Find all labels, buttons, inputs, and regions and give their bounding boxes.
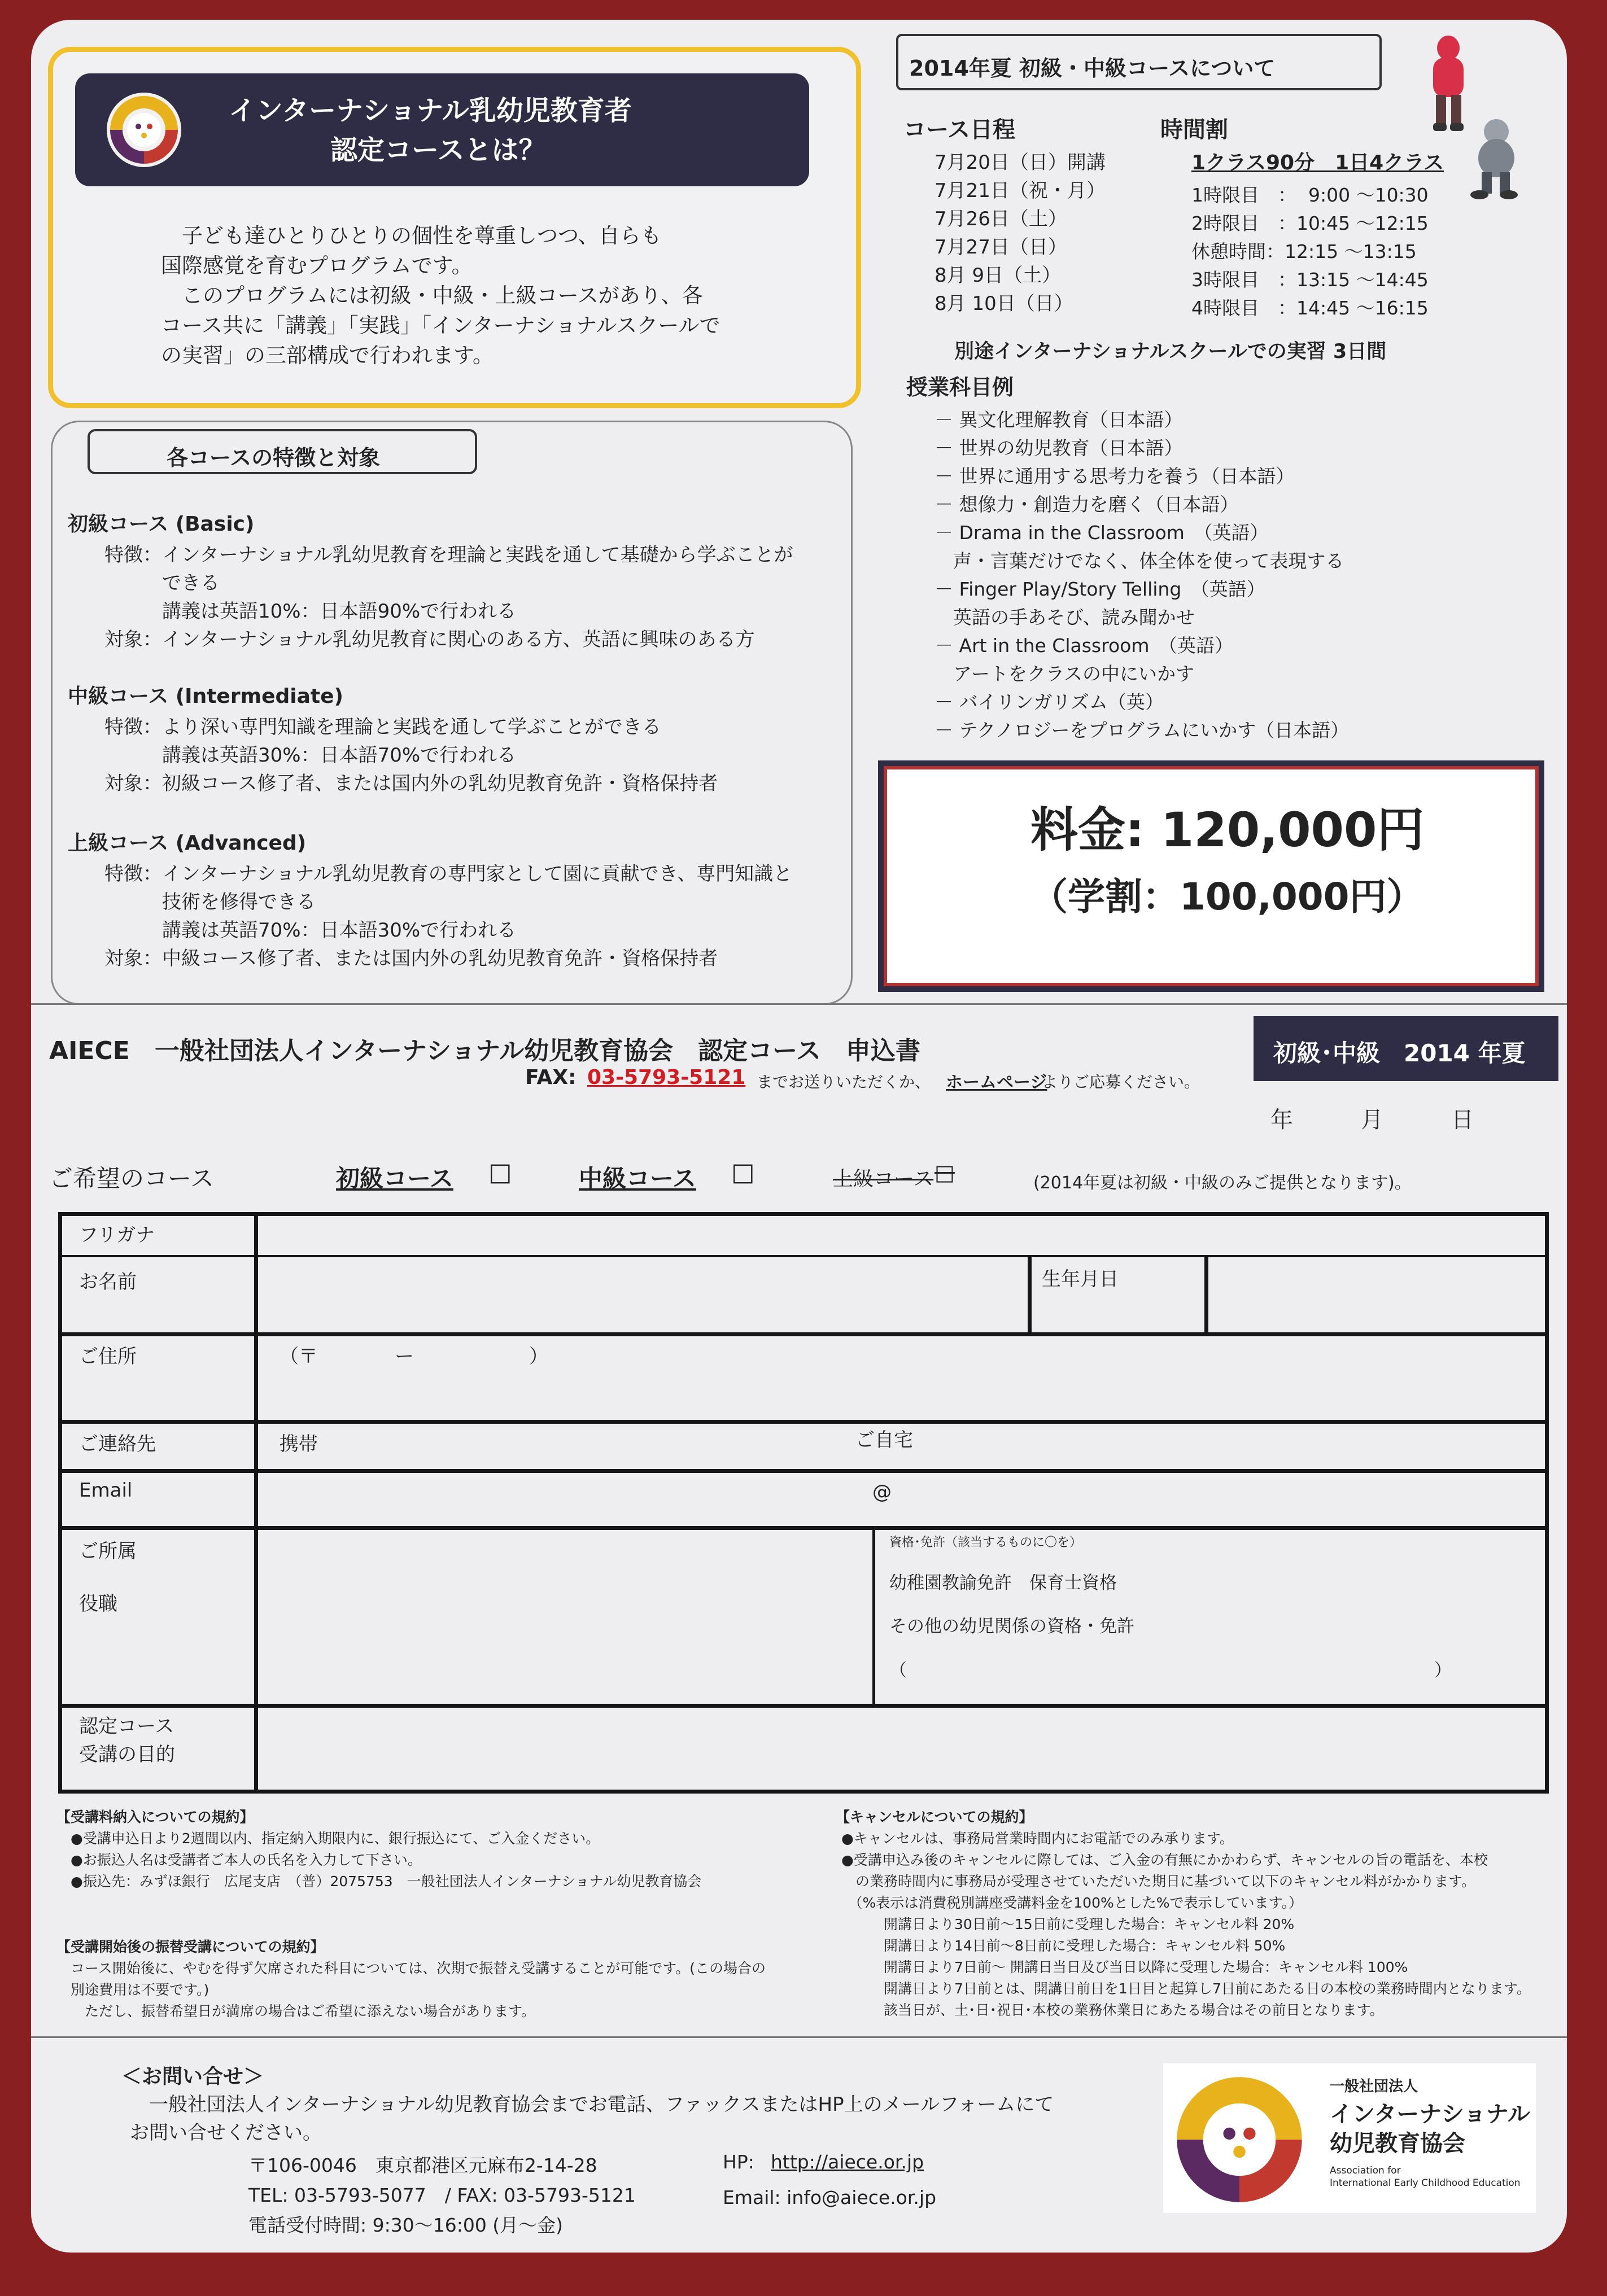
- logo-name-line2: 幼児教育協会: [1330, 2131, 1465, 2157]
- qualification-paren-close: ）: [1434, 1660, 1452, 1681]
- qualification-divider: [872, 1526, 875, 1705]
- transfer-rule-1: コース開始後に、やむを得ず欠席された科目については、次期で振替え受講することが可能です。(この場合の: [71, 1960, 766, 1976]
- subject-4: － 想像力・創造力を磨く（日本語）: [934, 493, 1239, 515]
- cancel-rule-8: 開講日より7日前とは、開講日前日を1日目と起算し7日前にあたる日の本校の業務時間内となります。: [841, 1980, 1531, 1997]
- cancel-rule-5: 開講日より30日前〜15日前に受理した場合：キャンセル料 20%: [841, 1916, 1295, 1932]
- option-intermediate-label: 中級コース: [579, 1165, 696, 1192]
- label-purpose-1: 認定コース: [79, 1715, 174, 1738]
- transfer-rule-3: ただし、振替希望日が満席の場合はご希望に添えない場合があります。: [71, 2003, 536, 2019]
- label-contact: ご連絡先: [79, 1433, 156, 1455]
- hp-label: HP:: [723, 2151, 754, 2173]
- basic-line-3: 講義は英語10%：日本語90%で行われる: [104, 600, 517, 623]
- contact-tel-fax: TEL: 03-5793-5077 / FAX: 03-5793-5121: [248, 2184, 636, 2206]
- mobile-input[interactable]: [336, 1425, 844, 1465]
- intermediate-line-1: 特徴：より深い専門知識を理論と実践を通して学ぶことができる: [104, 716, 661, 738]
- fee-price: 料金: 120,000円: [1030, 802, 1425, 858]
- cancel-rule-9: 該当日が、土･日･祝日･本校の業務休業日にあたる場合はその前日となります。: [841, 2002, 1384, 2018]
- schedule-title: コース日程: [903, 117, 1015, 143]
- option-basic-checkbox[interactable]: □: [488, 1158, 512, 1187]
- qualification-title: 資格･免許（該当するものに〇を）: [889, 1536, 1082, 1550]
- fax-number[interactable]: 03-5793-5121: [587, 1066, 746, 1089]
- fax-tail-text: よりご応募ください。: [1042, 1073, 1200, 1091]
- payment-rule-2: ●お振込人名は受講者ご本人の氏名を入力して下さい。: [71, 1852, 422, 1868]
- birthday-divider-left: [1028, 1255, 1032, 1334]
- row-rule-1: [58, 1255, 1549, 1257]
- intermediate-line-2: 講義は英語30%：日本語70%で行われる: [104, 744, 517, 767]
- footer-divider: [31, 2036, 1567, 2038]
- transfer-rule-2: 別途費用は不要です。): [71, 1982, 209, 1998]
- subject-7: － Art in the Classroom （英語）: [934, 635, 1233, 657]
- option-intermediate-checkbox[interactable]: □: [731, 1158, 755, 1187]
- course-choice-label: ご希望のコース: [49, 1165, 214, 1192]
- form-badge-text: 初級･中級 2014 年夏: [1273, 1039, 1526, 1067]
- contact-title: ＜お問い合せ＞: [121, 2065, 264, 2088]
- intro-line-2: 国際感覚を育むプログラムです。: [161, 253, 473, 278]
- cancel-rule-1: ●キャンセルは、事務局営業時間内にお電話でのみ承ります。: [841, 1830, 1234, 1847]
- date-6: 8月 10日（日）: [934, 292, 1073, 315]
- payment-rule-1: ●受講申込日より2週間以内、指定納入期限内に、銀行振込にて、ご入金ください。: [71, 1830, 600, 1847]
- contact-address: 〒106-0046 東京都港区元麻布2-14-28: [248, 2154, 597, 2176]
- subjects-title: 授業科目例: [906, 375, 1014, 400]
- subject-9: － テクノロジーをプログラムにいかす（日本語）: [934, 719, 1350, 741]
- advanced-line-3: 講義は英語70%：日本語30%で行われる: [104, 919, 517, 942]
- practicum-note: 別途インターナショナルスクールでの実習 3日間: [954, 340, 1387, 363]
- label-purpose-2: 受講の目的: [79, 1743, 175, 1766]
- intermediate-title: 中級コース (Intermediate): [68, 685, 343, 708]
- transfer-rules-title: 【受講開始後の振替受講についての規約】: [56, 1939, 325, 1955]
- intro-title-line1: インターナショナル乳幼児教育者: [229, 95, 632, 126]
- logo-small-text: 一般社団法人: [1330, 2078, 1418, 2095]
- name-input[interactable]: [263, 1259, 1025, 1331]
- email-input[interactable]: [263, 1475, 1544, 1523]
- summer-heading: 2014年夏 初級・中級コースについて: [909, 56, 1276, 81]
- advanced-line-2: 技術を修得できる: [104, 891, 316, 913]
- row-rule-5: [58, 1526, 1549, 1530]
- basic-title: 初級コース (Basic): [68, 513, 255, 536]
- label-furigana: フリガナ: [79, 1224, 155, 1247]
- contact-email[interactable]: Email: info@aiece.or.jp: [723, 2186, 937, 2208]
- row-rule-3: [58, 1420, 1549, 1424]
- intro-line-3: このプログラムには初級・中級・上級コースがあり、各: [161, 283, 703, 308]
- row-rule-2: [58, 1332, 1549, 1336]
- subject-2: － 世界の幼児教育（日本語）: [934, 437, 1183, 459]
- subject-6-desc: 英語の手あそび、読み聞かせ: [934, 606, 1195, 628]
- hp-link[interactable]: http://aiece.or.jp: [771, 2151, 924, 2173]
- basic-line-2: できる: [104, 572, 220, 594]
- homepage-link[interactable]: ホームページ: [946, 1073, 1047, 1092]
- timetable-subtitle: 1クラス90分 1日4クラス: [1191, 151, 1444, 174]
- aiece-logo-large-icon: [1169, 2069, 1310, 2210]
- label-email: Email: [79, 1479, 133, 1502]
- basic-line-4: 対象：インターナショナル乳幼児教育に関心のある方、英語に興味のある方: [104, 628, 755, 651]
- subject-6: － Finger Play/Story Telling （英語）: [934, 578, 1265, 600]
- purpose-input[interactable]: [263, 1711, 1544, 1790]
- label-name: お名前: [79, 1271, 137, 1293]
- birthday-divider-right: [1204, 1255, 1208, 1334]
- intro-line-5: の実習」の三部構成で行われます。: [161, 343, 494, 368]
- cancel-rule-4: （%表示は消費税別講座受講料金を100%とした%で表示しています。）: [841, 1895, 1303, 1911]
- basic-line-1: 特徴：インターナショナル乳幼児教育を理論と実践を通して基礎から学ぶことが: [104, 544, 793, 566]
- option-advanced-label: 上級コース: [833, 1167, 934, 1191]
- qualification-option-2[interactable]: その他の幼児関係の資格・免許: [889, 1616, 1134, 1637]
- row-rule-4: [58, 1469, 1549, 1473]
- home-phone-input[interactable]: [934, 1425, 1544, 1465]
- contact-line-1: 一般社団法人インターナショナル幼児教育協会までお電話、ファックスまたはHP上のメールフォームにて: [130, 2093, 1054, 2116]
- label-birthday: 生年月日: [1042, 1268, 1119, 1291]
- subject-1: － 異文化理解教育（日本語）: [934, 409, 1183, 431]
- child-grey-coat-icon: [1468, 116, 1525, 200]
- intermediate-line-3: 対象：初級コース修了者、または国内外の乳幼児教育免許・資格保持者: [104, 772, 718, 795]
- advanced-line-4: 対象：中級コース修了者、または国内外の乳幼児教育免許・資格保持者: [104, 947, 718, 970]
- contact-line-2: お問い合せください。: [130, 2122, 322, 2144]
- logo-en-line1: Association for: [1330, 2165, 1401, 2176]
- fax-mid-text: までお送りいただくか、: [757, 1073, 931, 1091]
- subject-7-desc: アートをクラスの中にいかす: [934, 663, 1195, 685]
- cancel-rule-7: 開講日より7日前〜 開講日当日及び当日以降に受理した場合：キャンセル料 100%: [841, 1959, 1408, 1975]
- subject-8: － バイリンガリズム（英）: [934, 691, 1164, 713]
- fee-student-price: （学割：100,000円）: [1030, 875, 1424, 919]
- label-home-phone: ご自宅: [855, 1429, 913, 1451]
- cancel-rule-6: 開講日より14日前〜8日前に受理した場合：キャンセル料 50%: [841, 1938, 1286, 1954]
- payment-rules-title: 【受講料納入についての規約】: [56, 1809, 254, 1825]
- option-basic-label: 初級コース: [336, 1165, 453, 1192]
- date-2: 7月21日（祝・月）: [934, 180, 1106, 202]
- subject-3: － 世界に通用する思考力を養う（日本語）: [934, 465, 1295, 487]
- timetable-title: 時間割: [1160, 117, 1228, 143]
- postal-code-field[interactable]: （〒 ー ）: [280, 1345, 548, 1368]
- label-affiliation: ご所属: [79, 1540, 137, 1563]
- date-4: 7月27日（日）: [934, 236, 1067, 259]
- period-break: 休憩時間：12:15 〜13:15: [1191, 240, 1417, 263]
- birthday-input[interactable]: [1211, 1259, 1544, 1331]
- subject-5: － Drama in the Classroom （英語）: [934, 522, 1269, 544]
- intro-title-line2: 認定コースとは？: [330, 134, 546, 166]
- course-note: (2014年夏は初級・中級のみご提供となります)。: [1033, 1173, 1412, 1193]
- qualification-other-input[interactable]: [906, 1653, 1426, 1687]
- period-3: 3時限目 ：13:15 〜14:45: [1191, 269, 1429, 291]
- period-1: 1時限目 ： 9:00 〜10:30: [1191, 184, 1429, 206]
- flyer-sheet: [31, 20, 1567, 2253]
- cancel-rule-3: の業務時間内に事務局が受理させていただいた期日に基づいて以下のキャンセル料がかかります。: [841, 1873, 1476, 1890]
- label-position: 役職: [79, 1593, 117, 1615]
- qualification-option-1[interactable]: 幼稚園教諭免許 保育士資格: [889, 1573, 1117, 1593]
- advanced-title: 上級コース (Advanced): [68, 832, 307, 855]
- section-divider: [31, 1003, 1567, 1005]
- date-3: 7月26日（土）: [934, 208, 1067, 230]
- label-mobile: 携帯: [280, 1433, 318, 1455]
- advanced-line-1: 特徴：インターナショナル乳幼児教育の専門家として園に貢献でき、専門知識と: [104, 863, 793, 885]
- form-title: AIECE 一般社団法人インターナショナル幼児教育協会 認定コース 申込書: [49, 1037, 920, 1065]
- intro-line-4: コース共に「講義」「実践」「インターナショナルスクールで: [161, 313, 720, 338]
- furigana-input[interactable]: [263, 1217, 1544, 1253]
- cancel-rule-2: ●受講申込み後のキャンセルに際しては、ご入金の有無にかかわらず、キャンセルの旨の電話を、本校: [841, 1852, 1488, 1868]
- cancel-rules-title: 【キャンセルについての規約】: [836, 1809, 1033, 1825]
- date-1: 7月20日（日）開講: [934, 151, 1106, 174]
- features-heading: 各コースの特徴と対象: [167, 445, 381, 470]
- logo-en-line2: International Early Childhood Education: [1330, 2177, 1521, 2189]
- period-2: 2時限目 ：10:45 〜12:15: [1191, 212, 1429, 234]
- logo-name-line1: インターナショナル: [1330, 2101, 1530, 2127]
- aiece-logo-icon: [104, 90, 184, 169]
- contact-hours: 電話受付時間: 9:30〜16:00 (月〜金): [248, 2214, 564, 2236]
- intro-line-1: 子ども達ひとりひとりの個性を尊重しつつ、自らも: [161, 224, 662, 248]
- date-5: 8月 9日（土）: [934, 264, 1062, 287]
- subject-5-desc: 声・言葉だけでなく、体全体を使って表現する: [934, 550, 1344, 572]
- fax-label: FAX:: [525, 1066, 577, 1089]
- qualification-paren-open: （: [889, 1660, 907, 1681]
- label-address: ご住所: [79, 1345, 137, 1368]
- option-advanced-checkbox: □: [934, 1160, 955, 1185]
- period-4: 4時限目 ：14:45 〜16:15: [1191, 297, 1429, 319]
- email-at-sign: @: [872, 1481, 892, 1503]
- row-rule-6: [58, 1704, 1549, 1708]
- payment-rule-3: ●振込先：みずほ銀行 広尾支店 （普）2075753 一般社団法人インターナショナル幼児教育協会: [71, 1873, 702, 1890]
- affiliation-input[interactable]: [263, 1533, 870, 1702]
- form-date: 年 月 日: [1270, 1107, 1474, 1133]
